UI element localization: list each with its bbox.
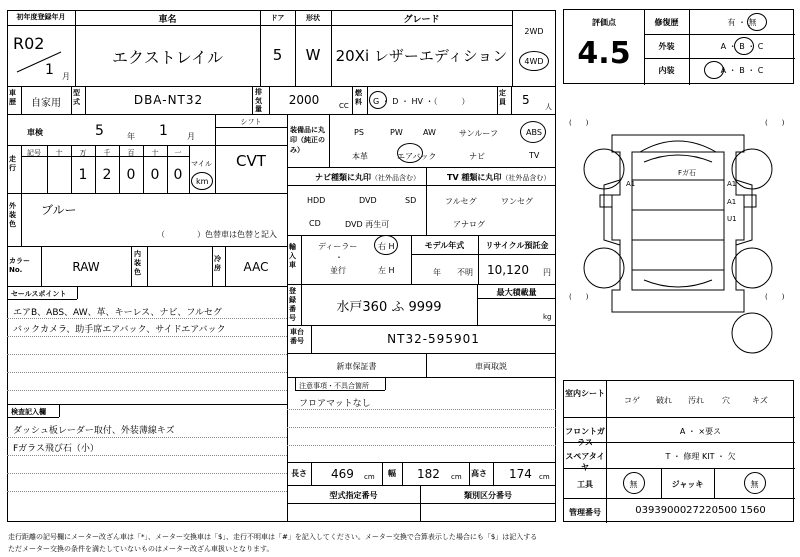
month-unit: 月 [62,72,70,81]
usage-label: 車歴 [9,89,16,106]
mileage-label: 走行 [9,155,16,172]
notices-text: フロアマットなし [299,399,371,409]
mileage-digit-4: 0 [173,167,183,183]
drive-2wd: 2WD [524,27,544,36]
inspector-notes-label: 検査記入欄 [11,408,46,416]
notices-label: 注意事項・不具合箇所 [299,382,369,390]
registration-label: 登録番号 [289,287,296,322]
mileage-digit-3: 0 [150,167,160,183]
capacity-value: 5 [522,93,530,107]
equip-sunroof: サンルーフ [459,129,498,138]
equip-ps: PS [354,128,364,137]
right-block [287,115,556,522]
tv-label [447,172,550,183]
registration-value: 水戸360 ふ 9999 [336,300,442,315]
recycle-value: 10,120 [487,263,529,277]
airbag-circle [397,143,423,163]
shape-value: W [305,46,321,64]
drive-4wd: 4WD [524,57,544,66]
displacement-value: 2000 [288,93,320,107]
recycle-yen: 円 [543,268,551,277]
inspection-year: 5 [95,123,104,139]
capacity-unit: 人 [545,103,552,111]
mark-a1-right-2: A1 [727,198,737,206]
navi-label [315,172,420,183]
exterior-circle [734,37,754,55]
interior-color-label: 内装色 [134,250,141,276]
tv-label-text: TV 種類に丸印 [447,173,502,182]
car-outline [560,90,796,375]
sales-point-line-2: バックカメラ、助手席エアバック、サイドエアバック [13,325,226,335]
color-note: （ ）色替車は色替と記入 [157,230,277,239]
usage-value: 自家用 [31,98,61,109]
footer-line-2: ただメーター交換の条件を満たしていないものはメーター改ざん車扱いとなります。 [8,545,274,553]
ruled-line [7,354,287,355]
score-label: 評価点 [592,18,616,27]
cc-unit: CC [339,102,349,110]
sales-point-line-1: エアB、ABS、AW、革、キーレス、ナビ、フルセグ [13,308,222,318]
color-no-value: RAW [72,260,100,274]
seat-label: 室内シート [565,389,605,398]
row1 [7,10,556,87]
import-parallel: 並行 [330,266,346,275]
mileage-header-4: 百 [127,149,135,157]
fuel-options: G ・ D ・ HV ・（ ） [373,97,470,106]
import-left: 左 H [378,266,395,275]
door-header: ドア [270,14,285,22]
diagram-paren-tl: ( ) [569,119,589,127]
import-label: 輸入車 [289,243,296,269]
model-year-label: モデル年式 [424,241,465,250]
mileage-digit-0: 1 [78,167,88,183]
jack-circle [744,472,766,494]
left-block [7,115,287,522]
import-dealer: ディーラー [318,242,358,251]
abs-circle [520,121,546,143]
management-value: 0393900027220500 1560 [635,505,766,516]
mileage-header-0: 記号 [27,149,41,157]
import-right: 右 H [378,242,395,251]
equip-aw: AW [423,128,436,137]
mileage-digit-2: 0 [126,167,136,183]
inspector-note-line-2: Fガラス飛び石（小） [13,444,99,454]
exterior-value: A ・ B ・ C [720,42,764,51]
shift-value: CVT [236,152,266,170]
fuel-label: 燃料 [355,89,362,106]
equipment-table [563,380,794,522]
model-value: DBA-NT32 [133,93,204,107]
navi-label-text: ナビ種類に丸印 [315,173,371,182]
inspection-year-unit: 年 [127,132,135,141]
import-dot: ・ [335,253,343,262]
doors-value: 5 [272,46,283,64]
equip-abs: ABS [526,128,542,137]
tv-oneseg: ワンセグ [501,197,533,206]
first-reg-month: 1 [45,62,54,78]
seat-option-4: キズ [752,396,768,405]
chassis-label: 車台番号 [290,328,304,345]
color-label: 外装色 [9,202,16,228]
shift-label: シフト [240,118,262,126]
car-diagram [560,90,796,375]
seat-option-0: コゲ [624,396,640,405]
recycle-label: リサイクル預託金 [485,241,549,250]
diagram-paren-tr: ( ) [765,119,785,127]
color-no-label: カラーNo. [9,257,30,274]
jack-value: 無 [750,480,759,489]
ruled-line [7,491,287,492]
unit-km: km [196,177,209,186]
diagram-paren-br: ( ) [765,293,785,301]
equip-navi: ナビ [469,152,485,161]
slash-line [15,50,65,75]
footer-line-1: 走行距離の記号欄にメーター改ざん車は「*」、メーター交換車は「$」、走行不明車は「#」を記入してください。メーター交換で合算表示した場合にも「$」は記入する [8,533,538,541]
mark-a1-left: A1 [626,180,636,188]
score-value: 4.5 [577,36,631,71]
equip-airbag: エアバック [397,152,437,161]
management-label: 管理番号 [569,508,601,517]
shape-header: 形状 [306,14,320,22]
tools-circle [623,472,645,494]
equipment-label: 装備品に丸印（純正のみ） [290,126,325,154]
mileage-header-1: 十 [55,149,63,157]
ruled-line [287,409,556,410]
mileage-header-2: 万 [79,149,87,157]
ruled-line [287,427,556,428]
interior-value: A ・ B ・ C [720,66,764,75]
ac-value: AAC [243,260,269,274]
model-label: 型式 [73,89,80,106]
ruled-line [7,473,287,474]
height-unit: cm [539,473,550,481]
capacity-label: 定員 [499,89,506,106]
class-designation-label: 類別区分番号 [464,491,512,500]
grade-value: 20Xi レザーエディション [335,47,508,65]
navi-cd: CD [309,219,321,228]
length-value: 469 [331,467,354,481]
inspection-label: 車検 [27,128,43,137]
navi-dvd: DVD [359,196,377,205]
grade-header: グレード [403,15,440,25]
ruled-line [287,445,556,446]
inspector-note-line-1: ダッシュ板レーダー取付、外装薄線キズ [13,426,175,436]
ruled-line [7,318,287,319]
navi-label-sub: （社外品含む） [371,174,420,182]
equip-tv: TV [529,151,540,160]
displacement-label: 排気量 [255,88,262,113]
repair-label: 修復歴 [654,18,679,27]
ac-label: 冷房 [214,255,221,272]
model-year-unit: 年 [433,268,441,277]
mileage-digit-1: 2 [102,167,112,183]
type-designation-label: 型式指定番号 [329,491,378,500]
tv-analog: アナログ [453,220,485,229]
interior-label: 内装 [658,66,675,75]
mark-a1-right: A1 [727,180,737,188]
first-reg-year: R02 [13,34,45,53]
new-car-warranty: 新車保証書 [336,362,377,371]
year-header: 初年度登録年月 [16,13,66,21]
seat-option-1: 破れ [656,396,672,405]
seat-option-3: 穴 [722,396,730,405]
mileage-header-6: 一 [174,149,182,157]
equip-pw: PW [390,128,403,137]
ruled-line [7,390,287,391]
tools-value: 無 [629,480,638,489]
height-label: 高さ [471,469,487,478]
mileage-header-5: 十 [151,149,159,157]
mark-windshield: Fガ石 [678,169,697,177]
max-load-unit: kg [543,313,552,321]
right-hand-circle [374,235,398,255]
height-value: 174 [509,467,532,481]
ruled-line [7,372,287,373]
length-label: 長さ [291,469,307,478]
windshield-label: フロントガラス [565,427,605,447]
tv-label-sub: （社外品含む） [501,174,551,182]
max-load-label: 最大積載量 [496,288,537,297]
name-header: 車名 [158,15,177,25]
vehicle-manual: 車両取説 [475,362,507,371]
unit-mile: マイル [191,160,212,168]
navi-dvd-play: DVD 再生可 [345,220,390,229]
fuel-circle [369,91,387,109]
repair-value: 有 ・ 無 [727,18,757,27]
tools-label: 工具 [577,480,593,489]
navi-hdd: HDD [307,196,326,205]
interior-circle [704,61,724,79]
model-year-unknown: 不明 [457,268,473,277]
width-value: 182 [417,467,440,481]
jack-label: ジャッキ [671,480,704,489]
diagram-paren-bl: ( ) [569,293,589,301]
spare-options: T ・ 修理 KIT ・ 欠 [665,452,736,461]
km-circle [191,172,213,190]
equip-leather: 本革 [352,152,368,161]
sales-points-label: セールスポイント [11,290,67,298]
color-value: ブルー [41,203,77,217]
navi-sd: SD [405,196,417,205]
ruled-line [7,455,287,456]
ruled-line [7,437,287,438]
inspection-month: 1 [159,123,168,139]
inspection-month-unit: 月 [187,132,195,141]
drive-circle [519,51,549,71]
windshield-options: A ・ ×要ス [679,427,722,436]
score-panel [563,9,794,84]
repair-circle [747,13,767,31]
seat-option-2: 汚れ [688,396,704,405]
width-unit: cm [451,473,462,481]
mark-u1-right: U1 [727,215,737,223]
width-label: 幅 [388,469,396,478]
row2 [7,87,556,115]
car-name: エクストレイル [111,48,224,67]
exterior-label: 外装 [658,42,675,51]
chassis-value: NT32-595901 [387,332,480,346]
tv-fullseg: フルセグ [445,197,477,206]
length-unit: cm [364,473,375,481]
spare-label: スペアタイヤ [565,452,605,472]
mileage-header-3: 千 [103,149,111,157]
ruled-line [7,336,287,337]
